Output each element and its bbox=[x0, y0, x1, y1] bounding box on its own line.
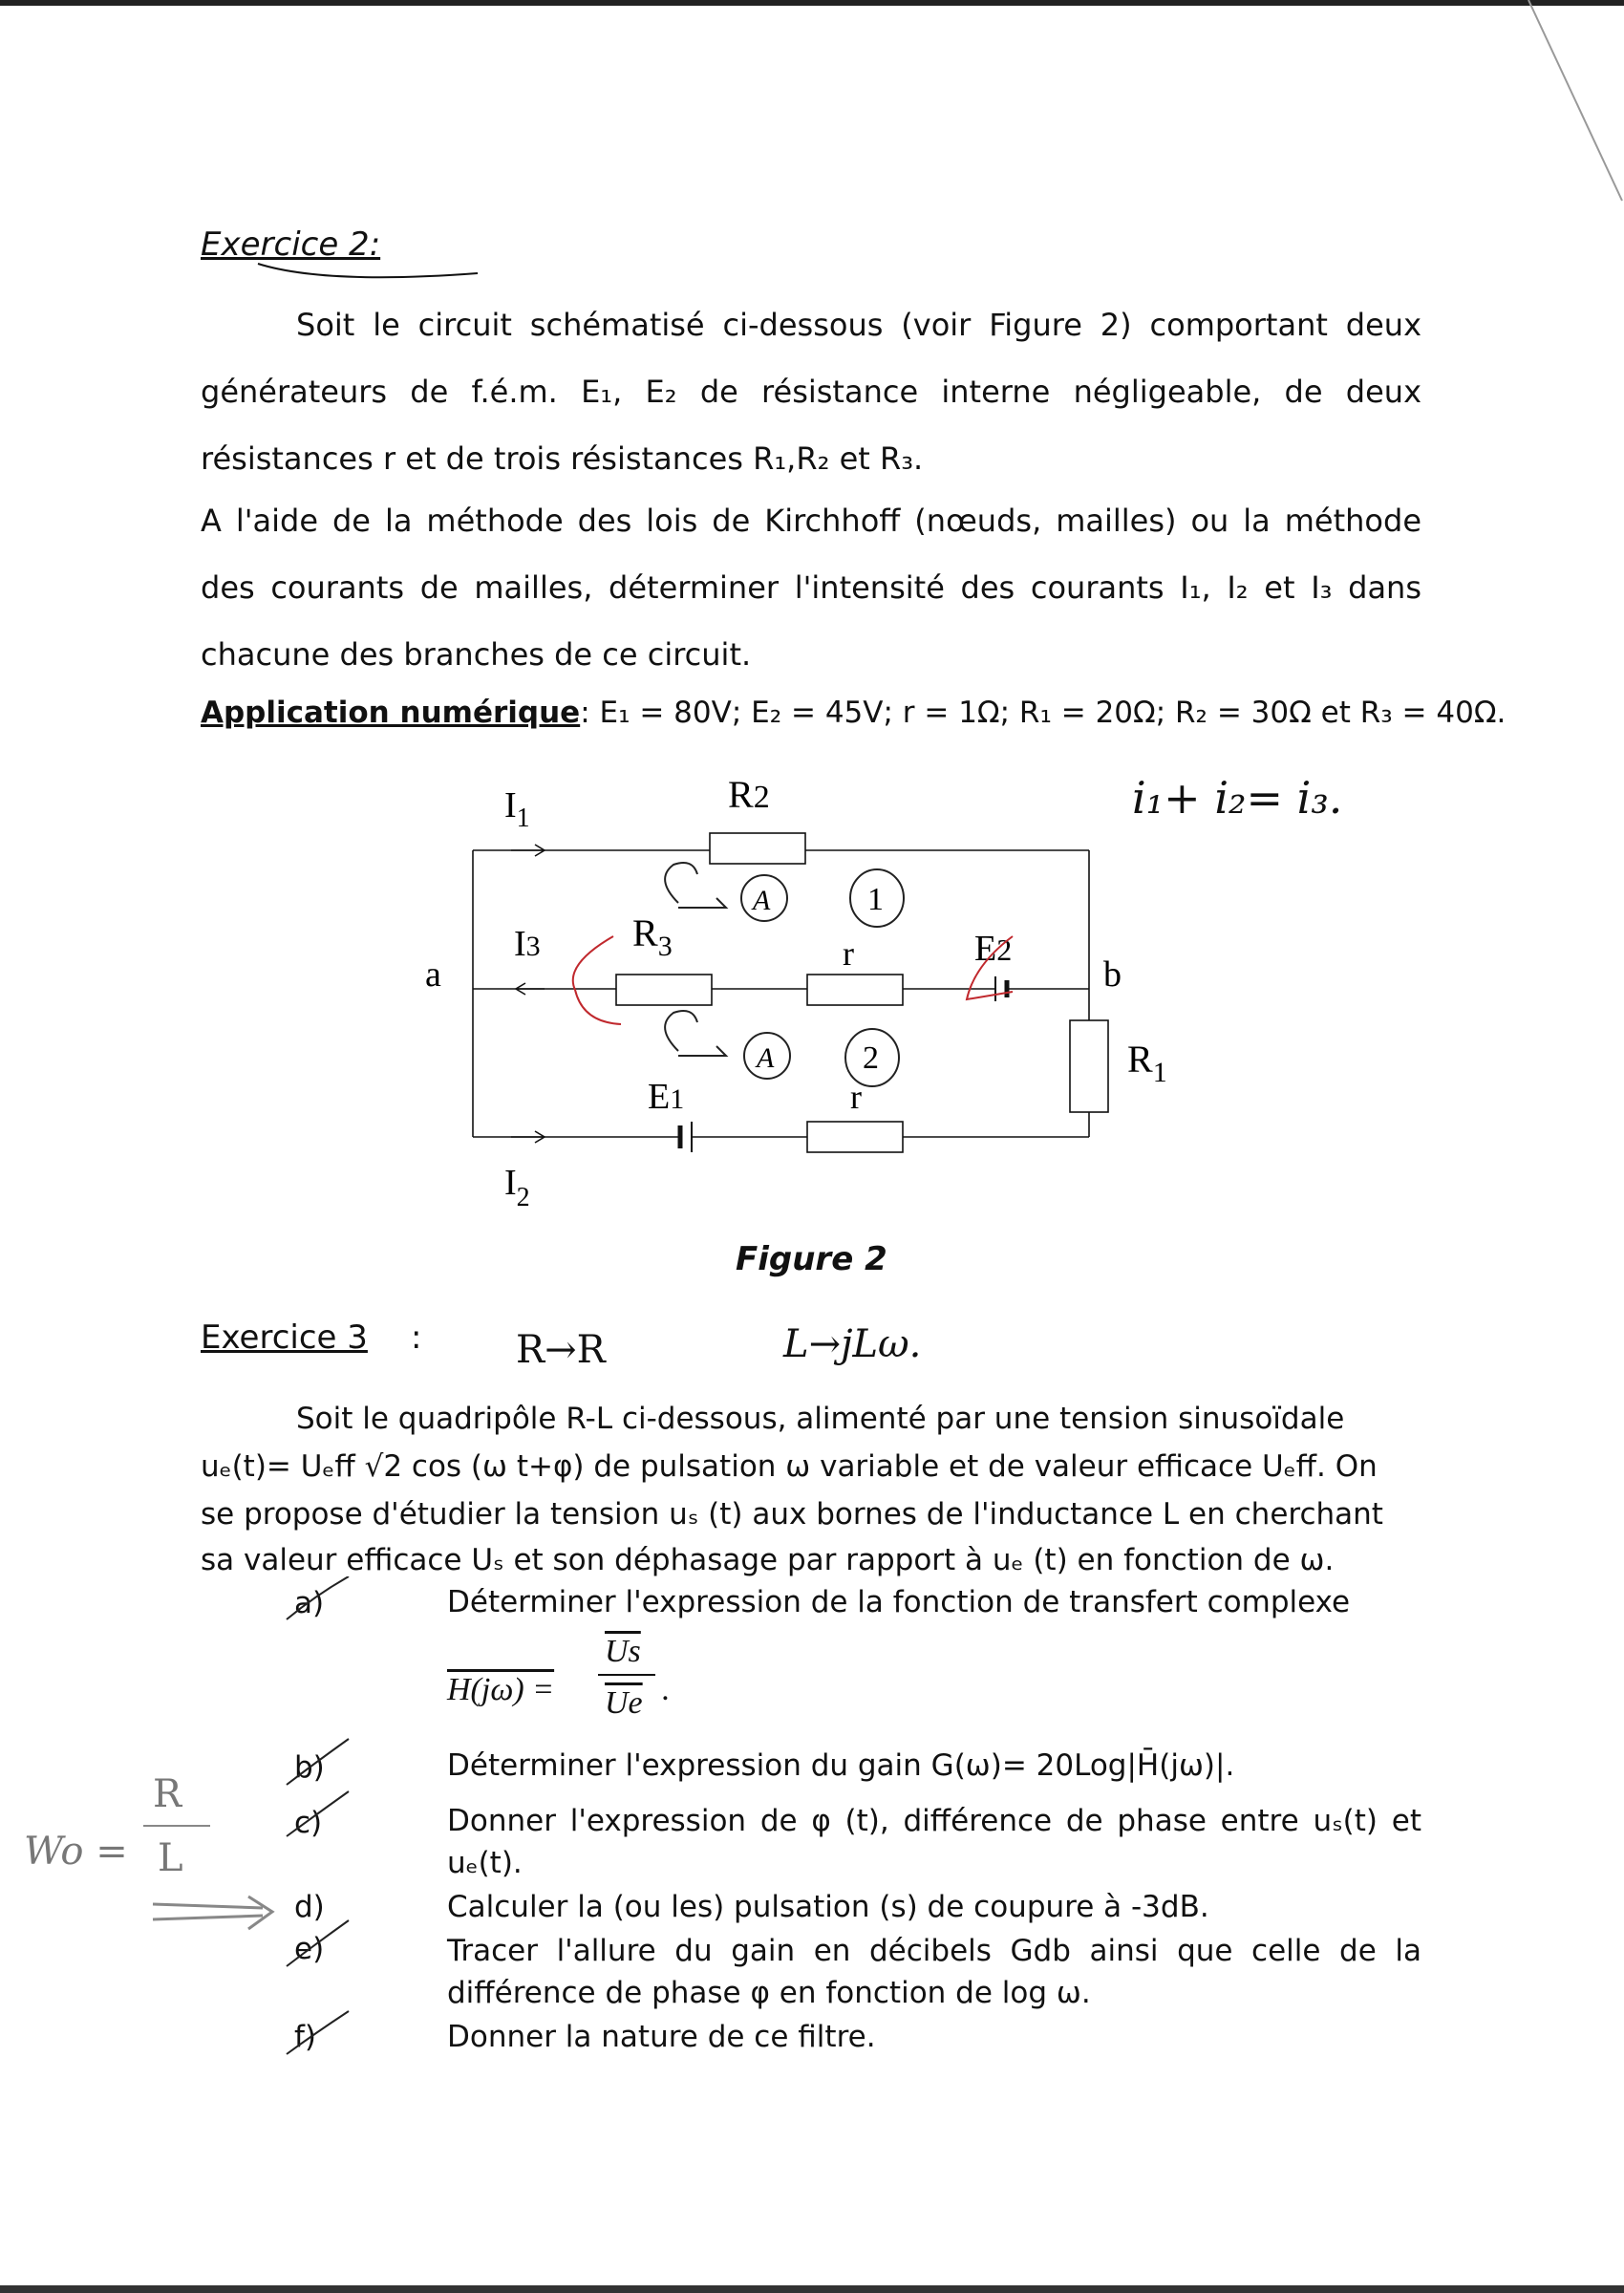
figure-caption: Figure 2 bbox=[736, 1240, 887, 1278]
item-b-letter: b) bbox=[294, 1750, 325, 1785]
item-letter-strikes bbox=[277, 1576, 382, 2073]
exercise3-line2: uₑ(t)= Uₑff √2 cos (ω t+φ) de pulsation ω variable et de valeur efficace Uₑff. On bbox=[201, 1449, 1378, 1484]
item-c-letter: c) bbox=[294, 1806, 323, 1840]
mesh-letter-A-bottom: A bbox=[757, 1042, 775, 1074]
label-I1: $I_1$ bbox=[504, 785, 530, 833]
battery-E2 bbox=[995, 976, 1007, 1001]
margin-note-numerator: R bbox=[153, 1772, 182, 1816]
item-e-text: Tracer l'allure du gain en décibels Gdb ainsi que celle de la différence de phase φ en fonction de log ω. bbox=[447, 1934, 1421, 2010]
label-R1: $R_1$ bbox=[1127, 1038, 1167, 1088]
margin-arrow-icon bbox=[148, 1887, 282, 1944]
resistor-R3 bbox=[616, 975, 712, 1005]
label-R3: $R_3$ bbox=[632, 911, 673, 962]
label-R2: R2 bbox=[728, 774, 770, 816]
title-underline-stroke bbox=[248, 256, 497, 294]
scan-top-edge bbox=[0, 0, 1624, 6]
formula-numerator: $\overline{Us}$ bbox=[605, 1634, 641, 1669]
handwritten-note-R: R→R bbox=[516, 1328, 606, 1372]
item-f-text: Donner la nature de ce filtre. bbox=[447, 2020, 876, 2054]
battery-E1 bbox=[680, 1122, 692, 1152]
page-corner-fold bbox=[1509, 0, 1624, 210]
label-r-bottom: r bbox=[850, 1078, 862, 1116]
formula-lhs: H(jω) = bbox=[447, 1672, 555, 1707]
application-values: : E₁ = 80V; E₂ = 45V; r = 1Ω; R₁ = 20Ω; R₂ = 30Ω et R₃ = 40Ω. bbox=[580, 696, 1506, 730]
resistor-R1 bbox=[1070, 1020, 1108, 1112]
exercise3-line1: Soit le quadripôle R-L ci-dessous, alimenté par une tension sinusoïdale bbox=[296, 1402, 1345, 1436]
item-a-text: Déterminer l'expression de la fonction de transfert complexe bbox=[447, 1585, 1351, 1619]
margin-note-fraction-bar bbox=[143, 1825, 210, 1827]
item-f-letter: f) bbox=[294, 2020, 317, 2054]
mesh-number-1: 1 bbox=[867, 882, 884, 917]
exercise2-paragraph1: Soit le circuit schématisé ci-dessous (voir Figure 2) comportant deux générateurs de f.é.m. E₁, E₂ de résistance interne négligeable, de deux résistances r et de trois résistances R₁,R₂ et R₃. bbox=[201, 307, 1421, 477]
application-label: Application numérique bbox=[201, 696, 581, 730]
exercise2-title: Exercice 2: bbox=[201, 225, 381, 264]
resistor-r-middle bbox=[807, 975, 903, 1005]
node-a: a bbox=[425, 954, 441, 995]
handwritten-note-L: L→jLω. bbox=[783, 1322, 922, 1366]
exercise2-paragraph2: A l'aide de la méthode des lois de Kirchhoff (nœuds, mailles) ou la méthode des courants de mailles, déterminer l'intensité des courants I₁, I₂ et I₃ dans chacune des branches de ce circuit. bbox=[201, 503, 1421, 673]
label-E2: E2 bbox=[974, 929, 1013, 969]
item-c-text: Donner l'expression de φ (t), différence de phase entre uₛ(t) et uₑ(t). bbox=[447, 1804, 1421, 1880]
resistor-R2 bbox=[710, 833, 805, 864]
item-e-letter: e) bbox=[294, 1932, 325, 1966]
node-b: b bbox=[1103, 954, 1122, 995]
item-d-letter: d) bbox=[294, 1890, 325, 1924]
fraction-bar bbox=[598, 1674, 655, 1676]
mesh-letter-A-top: A bbox=[753, 885, 771, 916]
mesh-number-2: 2 bbox=[863, 1040, 879, 1076]
exercise3-line4: sa valeur efficace Uₛ et son déphasage par rapport à uₑ (t) en fonction de ω. bbox=[201, 1543, 1335, 1577]
exercise3-title: Exercice 3 bbox=[201, 1318, 368, 1357]
margin-note-lhs: Wo = bbox=[24, 1830, 128, 1874]
exercise3-line3: se propose d'étudier la tension uₛ (t) aux bornes de l'inductance L en cherchant bbox=[201, 1497, 1383, 1532]
item-a-letter: a) bbox=[294, 1586, 325, 1620]
scan-bottom-edge bbox=[0, 2285, 1624, 2293]
label-I3: I3 bbox=[514, 924, 541, 964]
application-numerique bbox=[201, 696, 1506, 730]
label-r-middle: r bbox=[843, 934, 854, 973]
circuit-diagram bbox=[401, 774, 1261, 1223]
margin-note-denominator: L bbox=[158, 1836, 183, 1880]
formula-end: . bbox=[662, 1672, 671, 1707]
formula-denominator: $\overline{Ue}$ bbox=[605, 1685, 643, 1721]
exercise3-title-colon: : bbox=[411, 1318, 422, 1357]
label-I2: $I_2$ bbox=[504, 1163, 530, 1212]
handwritten-equation: i₁+ i₂= i₃. bbox=[1132, 772, 1343, 824]
label-E1: E1 bbox=[648, 1077, 685, 1117]
resistor-r-bottom bbox=[807, 1122, 903, 1152]
item-b-text: Déterminer l'expression du gain G(ω)= 20Log|H̄(jω)|. bbox=[447, 1748, 1235, 1783]
item-d-text: Calculer la (ou les) pulsation (s) de coupure à -3dB. bbox=[447, 1890, 1209, 1924]
